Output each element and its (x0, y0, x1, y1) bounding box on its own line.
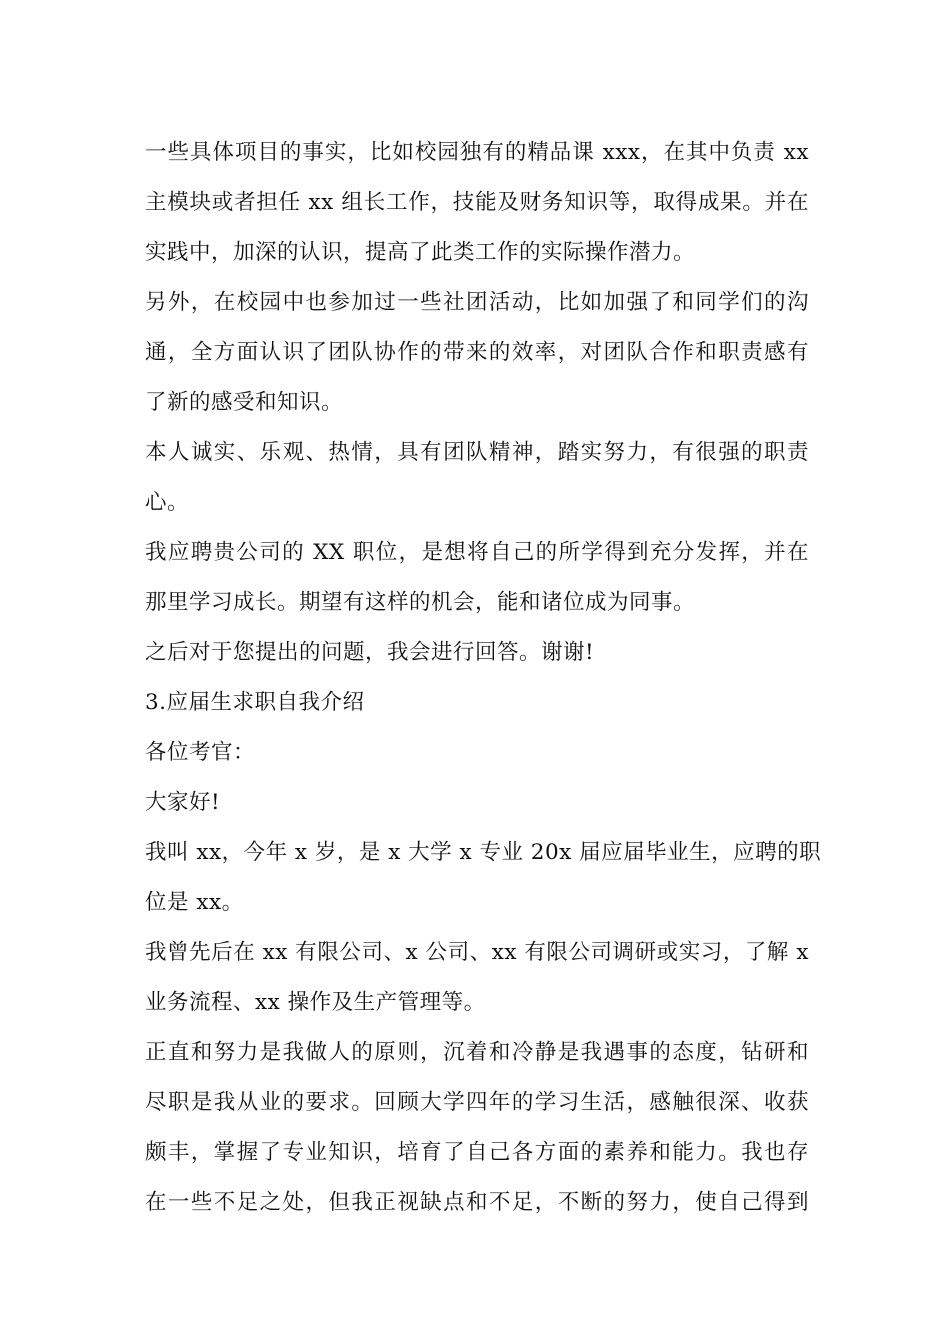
section-heading: 3.应届生求职自我介绍 (145, 690, 365, 715)
text-line: 我叫 xx，今年 x 岁，是 x 大学 x 专业 20x 届应届毕业生，应聘的职 (145, 840, 822, 865)
text-line: 本人诚实、乐观、热情，具有团队精神，踏实努力，有很强的职责 (145, 440, 809, 465)
text-line: 正直和努力是我做人的原则，沉着和冷静是我遇事的态度，钻研和 (145, 1040, 809, 1065)
text-line: 在一些不足之处，但我正视缺点和不足，不断的努力，使自己得到 (145, 1190, 809, 1215)
text-line: 主模块或者担任 xx 组长工作，技能及财务知识等，取得成果。并在 (145, 190, 809, 215)
text-line: 各位考官： (145, 740, 256, 765)
text-line: 实践中，加深的认识，提高了此类工作的实际操作潜力。 (145, 240, 696, 265)
text-line: 通，全方面认识了团队协作的带来的效率，对团队合作和职责感有 (145, 340, 809, 365)
text-line: 我应聘贵公司的 XX 职位，是想将自己的所学得到充分发挥，并在 (145, 540, 809, 565)
text-line: 我曾先后在 xx 有限公司、x 公司、xx 有限公司调研或实习，了解 x (145, 940, 809, 965)
text-line: 大家好! (145, 790, 221, 815)
text-line: 了新的感受和知识。 (145, 390, 344, 415)
text-line: 之后对于您提出的问题，我会进行回答。谢谢! (145, 640, 595, 665)
text-line: 那里学习成长。期望有这样的机会，能和诸位成为同事。 (145, 590, 696, 615)
text-line: 颇丰，掌握了专业知识，培育了自己各方面的素养和能力。我也存 (145, 1140, 809, 1165)
document-body (145, 131, 822, 1231)
text-line: 一些具体项目的事实，比如校园独有的精品课 xxx，在其中负责 xx (145, 140, 809, 165)
text-line: 业务流程、xx 操作及生产管理等。 (145, 990, 486, 1015)
text-line: 尽职是我从业的要求。回顾大学四年的学习生活，感触很深、收获 (145, 1090, 809, 1115)
text-line: 位是 xx。 (145, 890, 244, 915)
text-line: 另外，在校园中也参加过一些社团活动，比如加强了和同学们的沟 (145, 290, 809, 315)
text-line: 心。 (145, 490, 190, 515)
